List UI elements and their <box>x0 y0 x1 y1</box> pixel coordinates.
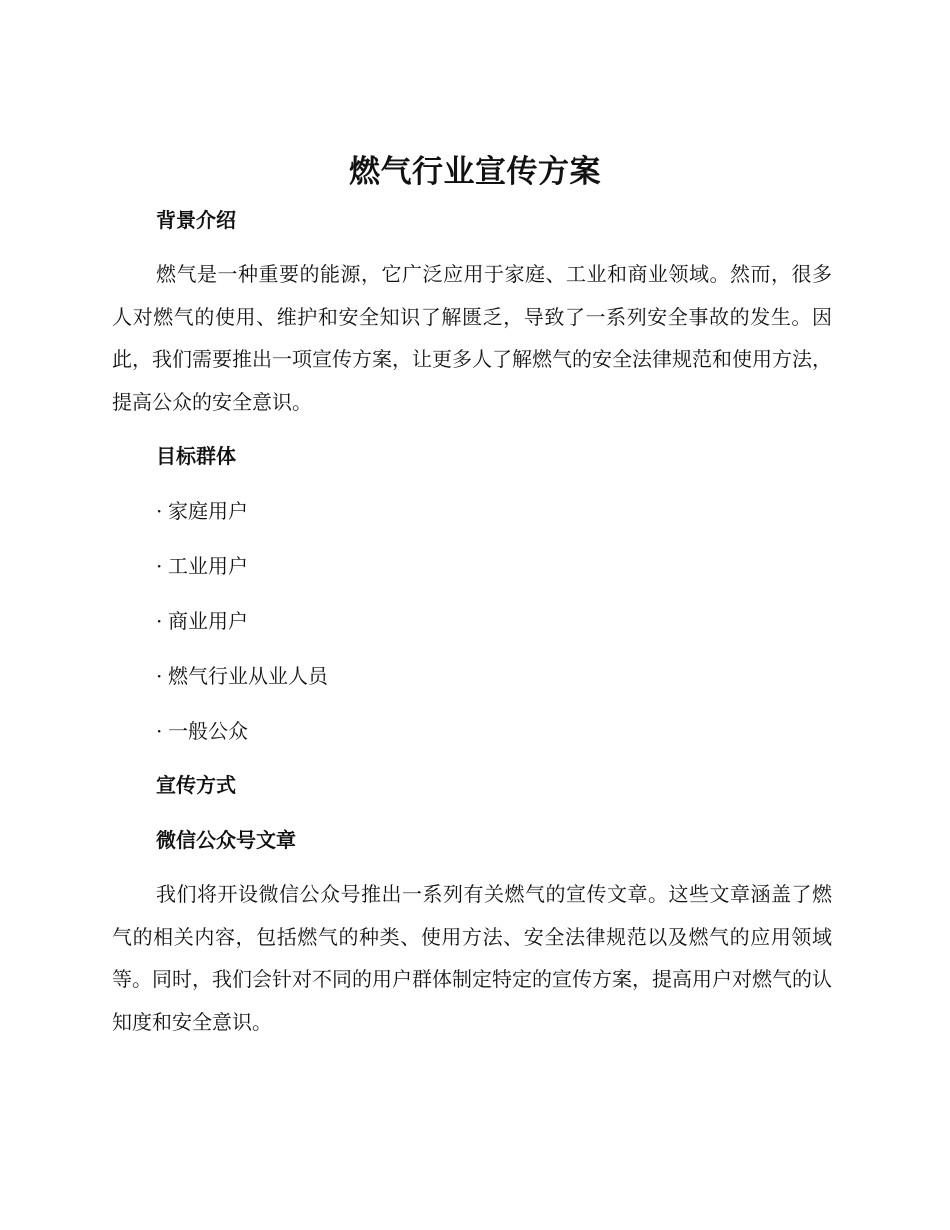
document-title: 燃气行业宣传方案 <box>349 154 601 190</box>
wechat-paragraph: 我们将开设微信公众号推出一系列有关燃气的宣传文章。这些文章涵盖了燃气的相关内容，包括燃气的种类、使用方法、安全法律规范以及燃气的应用领域等。同时，我们会针对不同的用户群体制定特定的宣传方案，提高用户对燃气的认知度和安全意识。 <box>112 882 832 1034</box>
bullet-marker: · <box>156 554 163 578</box>
list-item-target-3 <box>156 607 248 635</box>
list-item-label: 工业用户 <box>168 554 248 578</box>
list-item-label: 商业用户 <box>168 609 248 633</box>
list-item-label: 家庭用户 <box>168 499 248 523</box>
bullet-marker: · <box>156 609 163 633</box>
list-item-label: 一般公众 <box>168 719 248 743</box>
list-item-target-2 <box>156 552 248 580</box>
list-item-label: 燃气行业从业人员 <box>168 664 328 688</box>
background-paragraph: 燃气是一种重要的能源，它广泛应用于家庭、工业和商业领域。然而，很多人对燃气的使用、维护和安全知识了解匮乏，导致了一系列安全事故的发生。因此，我们需要推出一项宣传方案，让更多人了解燃气的安全法律规范和使用方法，提高公众的安全意识。 <box>112 262 832 414</box>
section-heading-background: 背景介绍 <box>156 208 236 232</box>
section-heading-target: 目标群体 <box>156 444 236 468</box>
list-item-target-1 <box>156 497 248 525</box>
section-heading-methods: 宣传方式 <box>156 773 236 797</box>
bullet-marker: · <box>156 719 163 743</box>
list-item-target-5 <box>156 717 248 745</box>
list-item-target-4 <box>156 662 328 690</box>
bullet-marker: · <box>156 664 163 688</box>
section-heading-wechat: 微信公众号文章 <box>156 828 296 852</box>
bullet-marker: · <box>156 499 163 523</box>
